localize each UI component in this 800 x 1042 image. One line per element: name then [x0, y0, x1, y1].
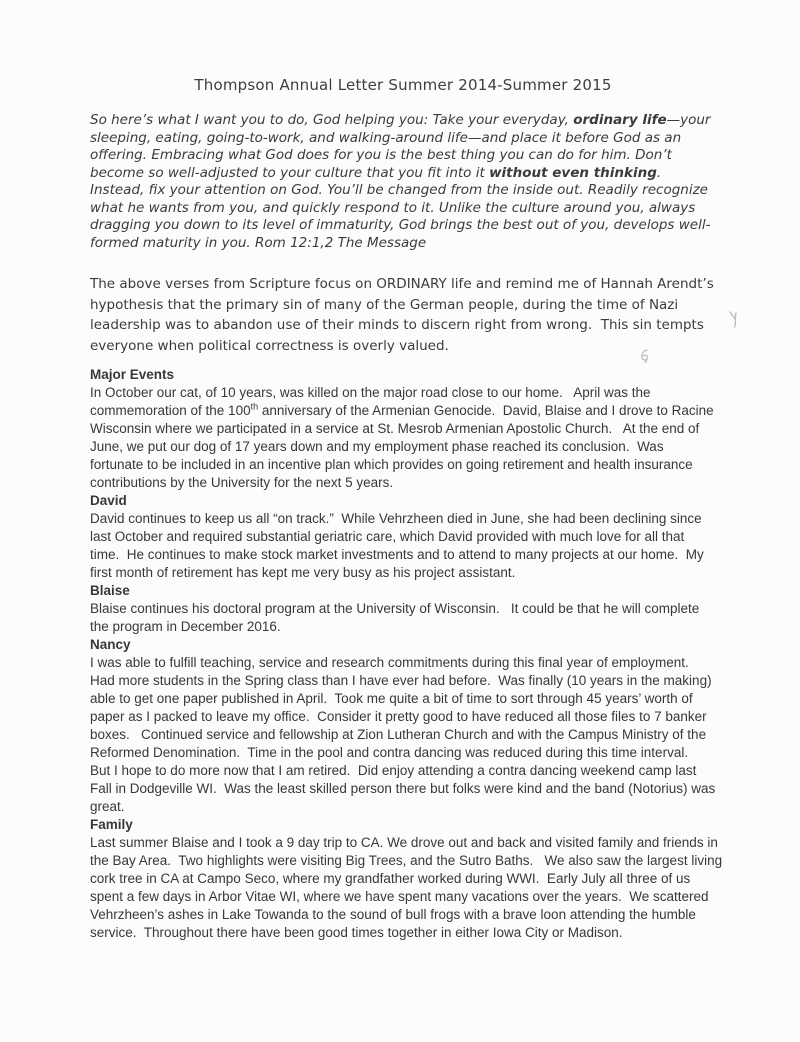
text-line: contributions by the University for the next 5 years. — [90, 475, 394, 490]
section-david — [90, 492, 716, 582]
text-line: But I hope to do more now that I am retired. Did enjoy attending a contra dancing weekend camp last — [90, 763, 697, 778]
text-line: David continues to keep us all “on track.” While Vehrzheen died in June, she had been declining since — [90, 511, 702, 526]
text-line: Instead, fix your attention on God. You’ll be changed from the inside out. Readily recognize — [90, 182, 708, 198]
letter-body — [90, 366, 723, 942]
text-line: paper as I packed to leave my office. Consider it pretty good to have reduced all those files to 7 banker — [90, 709, 707, 724]
text-line: Reformed Denomination. Time in the pool and contra dancing was reduced during this time interval. — [90, 745, 689, 760]
section-body-david — [90, 510, 716, 582]
text-line: fortunate to be included in an incentive plan which provides on going retirement and health insurance — [90, 457, 693, 472]
section-major-events — [90, 366, 716, 492]
text-line: In October our cat, of 10 years, was killed on the major road close to our home. April was the — [90, 385, 651, 400]
section-body-nancy — [90, 654, 716, 816]
text-line: sleeping, eating, going-to-work, and walking-around life—and place it before God as an — [90, 129, 682, 146]
text-line: spent a few days in Arbor Vitae WI, where we have spent many vacations over the years. We scattered — [90, 889, 709, 904]
text-line: So here’s what I want you to do, God helping you: Take your everyday, ordinary life—your — [90, 112, 711, 128]
section-body-blaise — [90, 600, 716, 636]
text-line: Had more students in the Spring class than I have ever had before. Was finally (10 years in the making) — [90, 673, 712, 688]
text-line: last October and required substantial geriatric care, which David provided with much love for all that — [90, 529, 685, 544]
text-line: Blaise continues his doctoral program at the University of Wisconsin. It could be that he will complete — [90, 601, 700, 616]
text-line: cork tree in CA at Campo Seco, where my grandfather worked during WWI. Early July all three of us — [90, 871, 691, 886]
section-blaise — [90, 582, 716, 636]
text-line: the Bay Area. Two highlights were visiting Big Trees, and the Sutro Baths. We also saw the largest living — [90, 853, 723, 868]
text-line: dragging you down to its level of immaturity, God brings the best out of you, develops well- — [90, 217, 711, 233]
text-line: June, we put our dog of 17 years down and my employment phase reached its conclusion. Was — [90, 439, 664, 454]
text-line: I was able to fulfill teaching, service and research commitments during this final year of employment. — [90, 655, 689, 670]
section-body-family — [90, 834, 723, 942]
scripture-quote — [90, 112, 716, 252]
text-line: time. He continues to make stock market investments and to attend to many projects at our home. My — [90, 547, 704, 562]
text-line: able to get one paper published in April. Took me quite a bit of time to sort through 45 years’ worth of — [90, 691, 693, 706]
section-heading-major-events: Major Events — [90, 367, 175, 382]
section-body-major-events — [90, 384, 716, 492]
text-line: boxes. Continued service and fellowship at Zion Lutheran Church and with the Campus Ministry of the — [90, 727, 707, 742]
text-line: Fall in Dodgeville WI. Was the least skilled person there but folks were kind and the band (Notorius) was — [90, 781, 716, 796]
text-line: formed maturity in you. Rom 12:1,2 The Message — [90, 234, 427, 251]
letter-title: Thompson Annual Letter Summer 2014-Summer 2015 — [194, 76, 612, 94]
intro-paragraph — [90, 274, 716, 356]
text-line: what he wants from you, and quickly respond to it. Unlike the culture around you, always — [90, 199, 696, 216]
section-heading-family: Family — [90, 817, 133, 832]
text-line: commemoration of the 100th anniversary of the Armenian Genocide. David, Blaise and I drove to Racine — [90, 401, 714, 418]
text-line: leadership was to abandon use of their minds to discern right from wrong. This sin tempts — [90, 317, 704, 333]
section-heading-nancy: Nancy — [90, 637, 131, 652]
section-nancy — [90, 636, 716, 816]
text-line: great. — [90, 799, 125, 814]
text-line: Last summer Blaise and I took a 9 day trip to CA. We drove out and back and visited family and friends in — [90, 835, 718, 850]
section-family — [90, 816, 723, 942]
text-line: first month of retirement has kept me very busy as his project assistant. — [90, 565, 516, 580]
scan-smudge-icon — [726, 310, 742, 330]
text-line: Vehrzheen’s ashes in Lake Towanda to the sound of bull frogs with a brave loon attending the humble — [90, 907, 696, 922]
text-line: everyone when political correctness is overly valued. — [90, 337, 449, 354]
text-line: The above verses from Scripture focus on ORDINARY life and remind me of Hannah Arendt’s — [90, 276, 714, 292]
text-line: become so well-adjusted to your culture that you fit into it without even thinking. — [90, 164, 662, 181]
text-line: service. Throughout there have been good times together in either Iowa City or Madison. — [90, 925, 623, 940]
text-line: the program in December 2016. — [90, 619, 281, 634]
text-line: Wisconsin where we participated in a service at St. Mesrob Armenian Apostolic Church. At the end of — [90, 421, 700, 436]
text-line: hypothesis that the primary sin of many of the German people, during the time of Nazi — [90, 296, 679, 313]
text-line: offering. Embracing what God does for you is the best thing you can do for him. Don’t — [90, 147, 672, 163]
section-heading-david: David — [90, 493, 127, 508]
section-heading-blaise: Blaise — [90, 583, 130, 598]
